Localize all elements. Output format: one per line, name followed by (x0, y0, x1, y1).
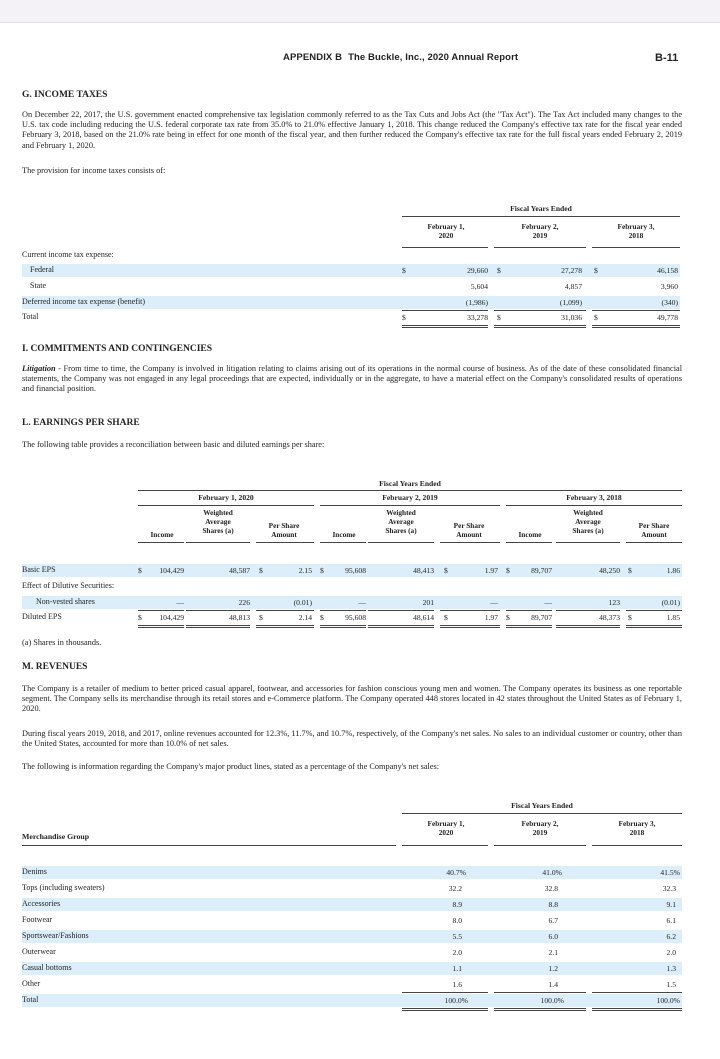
running-header (0, 52, 720, 68)
merch-row-accessories: Accessories (22, 899, 61, 908)
litigation-lead: Litigation (22, 364, 56, 373)
tax-col-2020: February 1, 2020 (427, 222, 465, 240)
eps-period-2020: February 1, 2020 (198, 493, 254, 502)
merch-row-casual-bottoms: Casual bottoms (22, 963, 72, 972)
eps-effect-label: Effect of Dilutive Securities: (22, 581, 115, 590)
viewer-top-bar (0, 0, 720, 23)
merch-row-sportswear: Sportswear/Fashions (22, 931, 89, 940)
revenues-paragraph-2: During fiscal years 2019, 2018, and 2017, online revenues accounted for 12.3%, 11.7%, and 10.7%, respectively, of the Company's net sales. No sales to an individual customer or country, other than the United States, accounted for more than 10.0% of net sales. (22, 729, 682, 749)
merch-row-tops: Tops (including sweaters) (22, 883, 105, 892)
report-title: APPENDIX B The Buckle, Inc., 2020 Annual Report (283, 52, 519, 63)
commitments-paragraph: Litigation - From time to time, the Company is involved in litigation relating to claims arising out of its operations in the normal course of business. As of the date of these consolidated financial statements, the Company was not engaged in any legal proceedings that are expected, individually or in the aggregate, to have a material effect on the Company's consolidated results of operations and financial position. (22, 364, 682, 394)
revenues-intro: The following is information regarding the Company's major product lines, stated as a percentage of the Company's net sales: (22, 762, 440, 771)
revenues-heading: M. REVENUES (22, 662, 88, 672)
eps-heading: L. EARNINGS PER SHARE (22, 418, 140, 428)
merch-col-2020: February 1, 2020 (427, 819, 465, 837)
merch-col-label: Merchandise Group (22, 832, 90, 841)
merch-col-2018: February 3, 2018 (618, 819, 656, 837)
eps-nonvested-label: Non-vested shares (36, 597, 95, 606)
tax-group-header: Fiscal Years Ended (510, 204, 572, 213)
eps-period-2019: February 2, 2019 (382, 493, 438, 502)
tax-row-deferred: Deferred income tax expense (benefit) (22, 297, 146, 306)
eps-diluted-label: Diluted EPS (22, 612, 62, 621)
revenues-paragraph-1: The Company is a retailer of medium to better priced casual apparel, footwear, and accessories for fashion conscious young men and women. The Company operates its business as one reportable segment. The Company sells its merchandise through its retail stores and e-Commerce platform. The Company operated 448 stores located in 42 states throughout the United States as of February 1, 2020. (22, 684, 682, 714)
merch-group-header: Fiscal Years Ended (511, 801, 573, 810)
appendix-label: APPENDIX B (283, 52, 343, 63)
merch-row-footwear: Footwear (22, 915, 53, 924)
tax-row-state: State (30, 281, 46, 290)
tax-row-federal: Federal (30, 265, 54, 274)
eps-footnote: (a) Shares in thousands. (22, 638, 102, 647)
merch-row-other: Other (22, 979, 41, 988)
page-number: B-11 (655, 52, 679, 64)
merch-row-denims: Denims (22, 867, 47, 876)
commitments-heading: I. COMMITMENTS AND CONTINGENCIES (22, 344, 213, 354)
income-taxes-intro: The provision for income taxes consists of: (22, 166, 166, 175)
income-taxes-heading: G. INCOME TAXES (22, 90, 108, 100)
eps-period-2018: February 3, 2018 (566, 493, 622, 502)
eps-basic-label: Basic EPS (22, 565, 56, 574)
tax-row-total: Total (22, 312, 39, 321)
merch-row-outerwear: Outerwear (22, 947, 56, 956)
eps-intro: The following table provides a reconciliation between basic and diluted earnings per share: (22, 440, 325, 449)
merch-row-total: Total (22, 995, 39, 1004)
tax-col-2018: February 3, 2018 (617, 222, 655, 240)
tax-section-label: Current income tax expense: (22, 250, 114, 259)
income-taxes-paragraph: On December 22, 2017, the U.S. government enacted comprehensive tax legislation commonly referred to as the Tax Cuts and Jobs Act (the "Tax Act"). The Tax Act included many changes to the U.S. tax code including reducing the U.S. federal corporate tax rate from 35.0% to 21.0% effective January 1, 2018. This change reduced the Company's effective tax rate for the fiscal year ended February 3, 2018, based on the 21.0% rate being in effect for one month of the fiscal year, and then further reduced the Company's effective tax rate for the full fiscal years ended February 2, 2019 and February 1, 2020. (22, 110, 682, 150)
merch-col-2019: February 2, 2019 (521, 819, 559, 837)
eps-group-header: Fiscal Years Ended (379, 479, 441, 488)
tax-col-2019: February 2, 2019 (521, 222, 559, 240)
